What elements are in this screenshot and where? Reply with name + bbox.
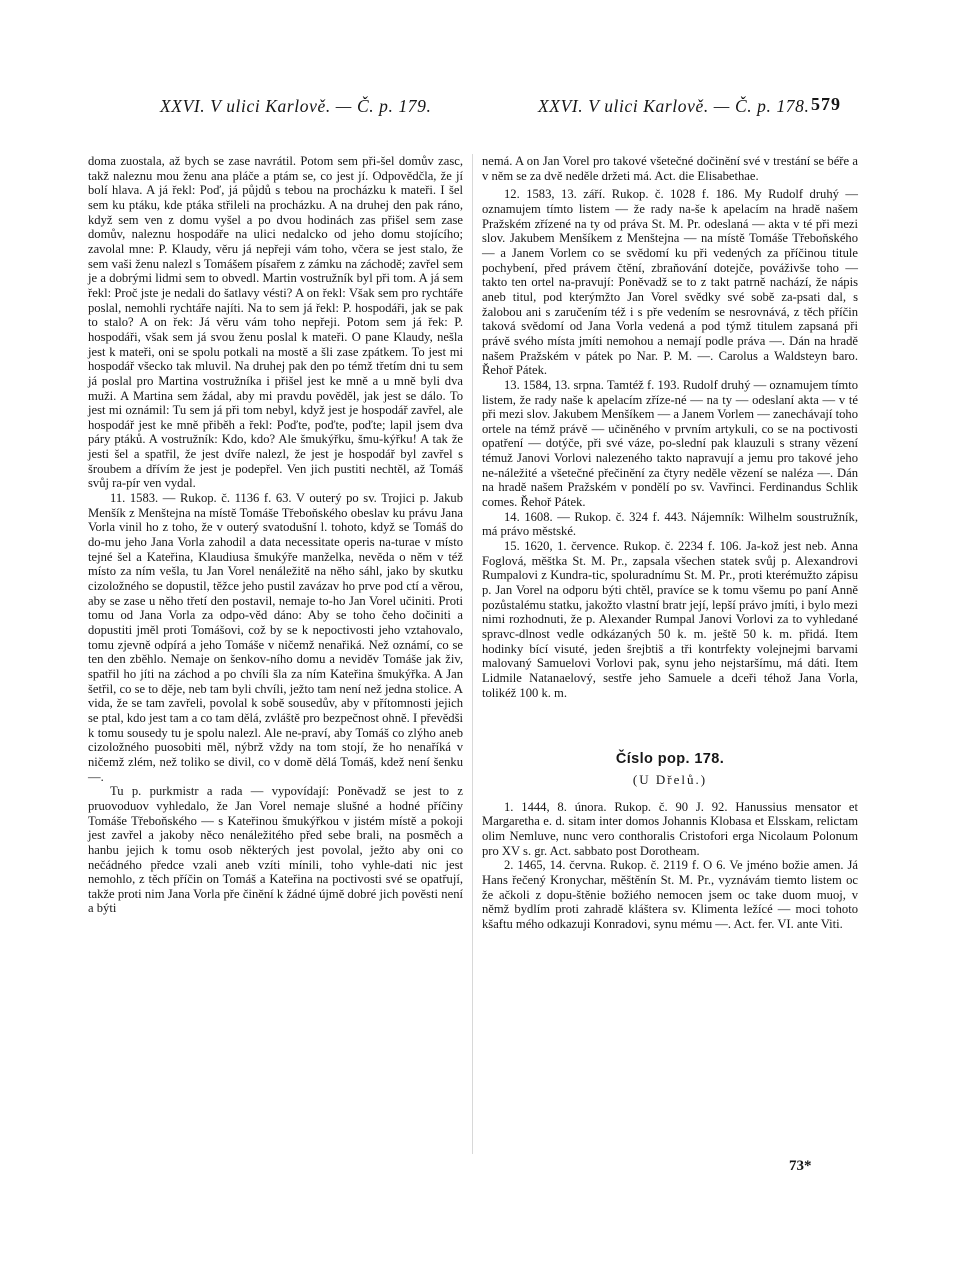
running-header <box>0 96 960 126</box>
header-right: XXVI. V ulici Karlově. — Č. p. 178. <box>538 96 810 116</box>
verdict-paragraph: Tu p. purkmistr a rada — vypovídají: Poněvadž se jest to z pruovoduov vyhledalo, že Jan Vorel nemaje slušné a hodné příčiny Tomáše Třeboňského — s Kateřinou šmukýřkou v jistém místě a pokoji jest zavřel a jakoby něco nenáležitého před sebe brali, na posměch a hanbu jejich k tomu osob některých jest povolal, ježto aby oni co nečádného předce vzali aneb vzíti mínili, toho vyhle-dati nic jest nemohlo, z těch příčin on Tomáš a Kateřina na poctivosti své se opatřují, takže proti nim Jana Vorla pře činění k žádné újmě dobré jich pověsti není a býti <box>88 784 463 916</box>
entry-2: 2. 1465, 14. června. Rukop. č. 2119 f. O 6. Ve jméno božie amen. Já Hans řečený Kronychar, měštěnín St. M. Pr., vyznávám tiemto listem oc že ačkoli z dopu-štěnie božiého nemocen jsem oc take duom muoj, v němž bydlím proti zahradě kláštera sv. Klimenta ležícé — moci tohoto kšaftu mého odkazuji Konradovi, synu mému —. Act. fer. VI. ante Viti. <box>482 858 858 931</box>
signature-mark: 73* <box>789 1158 812 1174</box>
entry-11: 11. 1583. — Rukop. č. 1136 f. 63. V outerý po sv. Trojici p. Jakub Menšík z Menštejna na místě Tomáše Třeboňského obeslav ku právu Jana Vorla vinil ho z toho, že v outerý svatodušní l. tohoto, když se Tomáš do do-mu jeho Jana Vorla zahodil a data necessitate operis na-turae v místo tejné šel a Kateřina, Klaudiusa šmukýře manželka, nevěda o něm v též místo za ním vešla, tu Jan Vorel nenáležitě na něho sáhl, jako by skutku cizoložného se dopustil, těžce jeho pustil zavázav ho prve pod ctí a věrou, aby se zase u něho třetí den postavil, nemaje to-ho Jan Vorel učiniti. Proti tomu od Jana Vorla za odpo-věd dáno: Aby se toho čeho dočiniti a dopustiti jměl proti Tomášovi, což by se k nepoctivosti jeho vztahovalo, tomu zjevně odpírá a jeho Tomáše v ničemž nenařiká. Než oznámí, co se ten den zběhlo. Nemaje on šenkov-ního domu a neviděv Tomáše jak živ, spatřil ho jíti na záchod a po chvíli šla za ním Kateřina šmukýřka. A Jan šetřil, co se to děje, neb tam byli chvíli, ježto tam není než jedna stolice. A vida, že se tam zavřeli, povolal k sobě sousedův, aby v přítomnosti jejich se ptal, kdo jest tam a co tam dělá, zvláště pro bezpečnost ohně. I převědši k tomu sousedy tu je spolu nalezl. Ale ne-praví, aby Tomáš co zlýho aneb cizoložného puosobiti měl, nýbrž vždy na tom stojí, že ho nenaříká v ničemž zlém, než toliko se divil, co v domě dělá Tomáš, kdež není šenku —. <box>88 491 463 784</box>
page-number: 579 <box>811 94 841 114</box>
left-column <box>88 154 463 916</box>
entry-15: 15. 1620, 1. července. Rukop. č. 2234 f. 106. Ja-kož jest neb. Anna Foglová, měštka St. M. Pr., zapsala všechen statek svůj p. Alexandrovi Rumpalovi z Kundra-tic, spoluradnímu St. M. Pr., proti kterémužto zápisu p. Jan Vorel na odporu býti chtěl, pravíce se k tomu všemu po paní Anně pozůstalému statku, jakožto vlastní bratr její, lepší právo jmíti, i bylo mezi nimi rozhodnuti, že p. Alexander Rumpal Janovi Vorlovi za to vyhledané spravc-dlnost vedle odkázaných 50 k. m. ještě 50 k. m. přidá. Item hodinky bící visuté, jeden šrejbtiš a tři kontrfekty volejnejmi barvami malovaný Samuelovi Vorlovi pak, synu jeho nejstaršímu, má dáti. Item Lidmile Natanaelový, sestře jeho Samuele a dceři téhož Jana Vorla, tolikéž 100 k. m. <box>482 539 858 700</box>
entry-13: 13. 1584, 13. srpna. Tamtéž f. 193. Rudolf druhý — oznamujem tímto listem, že rady naše k apelacím zříze-né — na ty — odeslaní akta — v té při mezi slov. Jakubem Menšíkem — a Janem Vorlem — zanechávají toho ortele na témž právě — učiněného v prvním artykuli, co se na poctivosti opatření — dotýče, při své váze, po-slední pak klauzuli s strany vězení témuž Janovi Vorlovi nalezeného takto napravují a jemu pro takové jeho ne-náležité a všetečné přečinění za čtyry neděle vězení se naléza —. Dán na hradě našem Pražském v pondělí po sv. Vavřinci. Ferdinandus Schlik comes. Řehoř Pátek. <box>482 377 858 510</box>
column-divider <box>472 154 473 1154</box>
right-column <box>482 154 858 932</box>
entry-1: 1. 1444, 8. února. Rukop. č. 90 J. 92. Hanussius mensator et Margaretha e. d. sitam inter domos Johannis Klobasa et Elsskam, relictam olim Nemluve, nunc vero conthoralis Cristofori erga Nicolaum Polonum pro XV s. gr. Act. sabbato post Dorotheam. <box>482 799 858 858</box>
entry-14: 14. 1608. — Rukop. č. 324 f. 443. Nájemník: Wilhelm soustružník, má právo městské. <box>482 509 858 539</box>
paragraph: doma zuostala, až bych se zase navrátil. Potom sem při-šel domův zasc, takž naleznu mou ženu ana pláče a ptám se, co jest jí. Odpovědčla, že jí bolí hlava. A já řekl: Poď, já půjdů s tebou na procházku k mateři. I šel sem ku ptáku, kde ptáka střileli na procházku. A na druhej den pak ráno, když sem ven z domu vyšel a po dvou hodinách zas přišel sem zase domův, naleznu hospodáře na ulici nedalcko od jeho domu stojícího; zavolal mne: P. Klaudy, věru já nepřeji vám toho, včera se jest stalo, že sem vaši ženu nalezl s Tomášem písařem z zámku na záchodě; zavřel sem je a dobrými lidmi sem to obvedl. Martin vostružník byl při tom. A já sem řekl: Proč jste je nedali do šatlavy vésti? A on řekl: Však sem pro rychtáře poslal, nemohli rychtáře najíti. Na to sem já řekl: P. hospodáři, jak se pak to stalo? A on řek: Já věru vám toho nepřeji. Potom sem já řek: P. hospodáři, však sem já svou ženu poslal k mateři. O pane Klaudy, nešla jest k mateři, oni se spolu potkali na mostě a šli zase zpátkem. To jest mi hospodář všecko tak mluvil. Na druhej pak den po témž třetím dni tu sem já poslal pro Martina vostružníka i přišel jest ke mně a u mně byli dva muži. A Martina sem žádal, aby mi pravdu pověděl, jak jest se dálo. To jest mi oznámil: Tu sem já při tom nebyl, když jest je hospodář zavřel, ale hospodář jest ke mně přiběh a řekl: Poďte, poďte, poďte; lapil jsem dva páry ptáků. A vostružník: Kdo, kdo? Ale šmukýřku, šmu-kýřku! A tak že jesti šel a spatřil, že jest dvíře nalezl, že jest je hospodář byl zavřel s šroubem a dřívím že jest je podepřel. Ven jich pustiti nechtěl, až Tomáš svůj ra-pír ven vydal. <box>88 154 463 491</box>
section-title: Číslo pop. 178. <box>615 751 725 768</box>
section-subtitle: (U Dřelů.) <box>632 771 708 787</box>
entry-12: 12. 1583, 13. září. Rukop. č. 1028 f. 186. My Rudolf druhý — oznamujem tímto listem — že rady na-še k apelacím na hradě našem Pražském zřízené na ty od práva St. M. Pr. odeslaná — akta v té při mezi slov. Jakubem Menšíkem z Menštejna — na místě Tomáše Třeboňského — a Janem Vorlem co se svědomí ku při vedených za příčinou titule pochybení, před právem čtění, zbraňování dotejče, pováživše toho — takto ten ortel na-pravují: Poněvadž se to z takt patrně nachází, že nápis aneb titul, pod kterýmžto Jan Vorel svědky své sobě za-psati dal, s žalobou ani s zaručením též i s pře vedením se nesrovnává, z těch příčin taková svědomí od Jana Vorla vedená a pod týmž titulem zapsaná při právě svého místa jmíti nemohou a nemají podle práva —. Dán na hradě našem Pražském v pátek po Nar. P. M. —. Carolus a Waldsteyn baro. Řehoř Pátek. <box>482 187 858 378</box>
paragraph: nemá. A on Jan Vorel pro takové všetečné dočinění své v trestání se béře a v něm se za dvě neděle držeti má. Act. die Elisabethae. <box>482 154 858 183</box>
header-left: XXVI. V ulici Karlově. — Č. p. 179. <box>160 96 432 116</box>
